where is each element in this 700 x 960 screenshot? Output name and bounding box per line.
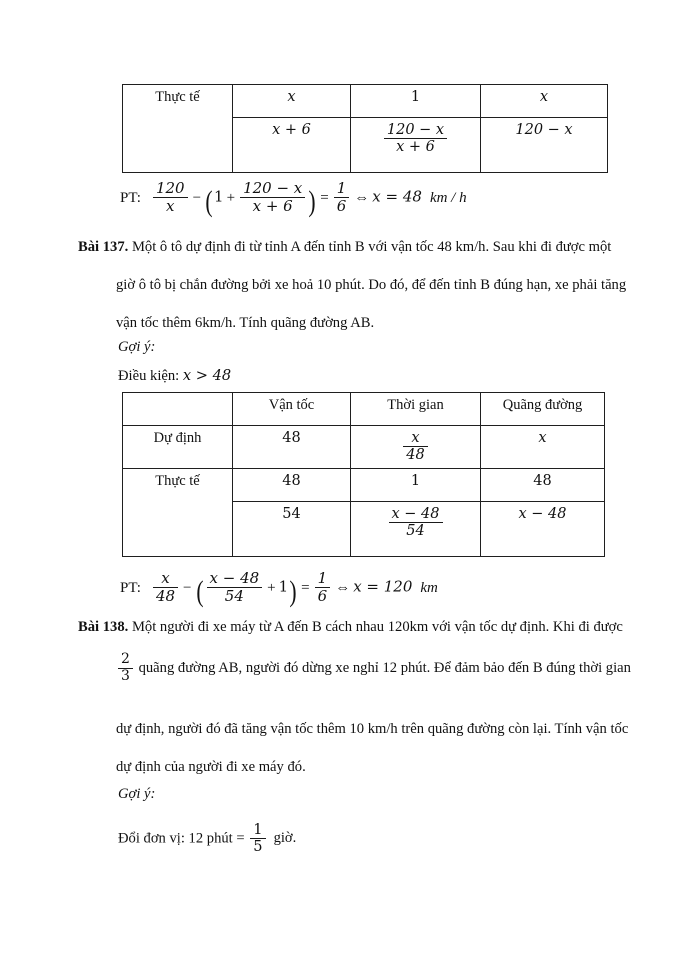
equation-fraction-1 — [153, 180, 188, 215]
fraction-denominator: 54 — [224, 586, 244, 605]
cell-distance-row2: 120 − x — [515, 122, 573, 138]
problem-137-number: Bài 137. — [78, 239, 129, 255]
problem-137-line-3 — [116, 304, 654, 342]
cell-distance-planned: x — [538, 430, 547, 446]
equation-fraction-1 — [153, 570, 178, 605]
fraction-denominator: 48 — [155, 586, 176, 605]
cell-label-thuc-te: Thực tế — [123, 85, 233, 173]
cell-time-row1: 1 — [410, 89, 421, 105]
equation-fraction-3 — [334, 180, 350, 215]
fraction-numerator: 1 — [334, 180, 350, 198]
hint-label-138: Gợi ý: — [118, 786, 156, 802]
table-mid-wrapper — [122, 392, 605, 557]
term-one: 1 — [214, 187, 224, 206]
equation-unit: km — [420, 579, 438, 596]
cell-time-actual1: 1 — [410, 473, 421, 489]
fraction-denominator: 6 — [336, 196, 347, 215]
cell-label-du-dinh: Dự định — [123, 426, 233, 469]
condition-label: Điều kiện: — [118, 368, 183, 384]
problem-138-text-1: Một người đi xe máy từ A đến B cách nhau 120km với vận tốc dự định. Khi đi được — [131, 619, 623, 635]
term-one: 1 — [278, 577, 289, 596]
equation-result: x = 48 — [372, 187, 422, 206]
problem-138-line-2 — [116, 652, 654, 684]
equation-fraction-3 — [315, 570, 331, 605]
operator-plus: + — [226, 189, 236, 206]
fraction-numerator: 2 — [118, 652, 133, 669]
header-blank — [123, 393, 233, 426]
cell-speed-actual1: 48 — [282, 473, 301, 489]
fraction-denominator: x + 6 — [252, 196, 293, 215]
condition-137 — [118, 367, 231, 385]
cell-speed-row1: x — [287, 89, 296, 105]
equation-fraction-2 — [207, 570, 263, 605]
equation-mid — [120, 569, 438, 608]
header-quang-duong: Quãng đường — [481, 393, 605, 426]
operator-iff: ⇔ — [335, 579, 351, 596]
problem-137-line-2 — [116, 266, 654, 304]
operator-minus: − — [192, 189, 202, 206]
cell-time-row2-fraction — [384, 122, 447, 155]
unit-conversion-138 — [118, 822, 296, 856]
problem-138-line-1 — [78, 608, 654, 646]
fraction-denominator: x + 6 — [396, 139, 435, 156]
paren-open: ( — [205, 184, 213, 218]
conversion-suffix: giờ. — [273, 830, 297, 847]
table-row — [123, 85, 608, 118]
fraction-numerator: 1 — [315, 570, 331, 588]
fraction-numerator: 120 — [153, 180, 188, 198]
operator-plus: + — [267, 579, 276, 596]
table-row — [123, 469, 605, 502]
problem-138-line-4 — [116, 748, 654, 786]
cell-time-actual2-fraction — [389, 506, 443, 539]
problem-138-text-4: dự định của người đi xe máy đó. — [116, 759, 306, 775]
cell-distance-row1: x — [539, 89, 549, 105]
problem-137 — [78, 228, 654, 342]
operator-equals: = — [301, 579, 310, 596]
fraction-two-thirds — [118, 652, 133, 684]
equation-top — [120, 179, 467, 218]
problem-138-text-3: dự định, người đó đã tăng vận tốc thêm 10 km/h trên quãng đường còn lại. Tính vận tốc — [116, 721, 629, 737]
fraction-numerator: x — [153, 570, 178, 588]
table-top — [122, 84, 608, 173]
header-van-toc: Vận tốc — [233, 393, 351, 426]
conversion-prefix: Đổi đơn vị: 12 phút = — [118, 830, 249, 847]
fraction-numerator: 120 − x — [240, 180, 305, 198]
cell-time-planned-fraction — [403, 430, 427, 463]
condition-expression: x > 48 — [182, 367, 232, 384]
header-thoi-gian: Thời gian — [351, 393, 481, 426]
cell-distance-actual2: x − 48 — [518, 506, 567, 522]
equation-unit: km / h — [429, 189, 467, 206]
equation-label: PT: — [120, 189, 141, 206]
equation-label: PT: — [120, 579, 141, 596]
fraction-numerator: 120 − x — [384, 122, 447, 139]
paren-close: ) — [308, 184, 316, 218]
table-header-row — [123, 393, 605, 426]
operator-minus: − — [183, 579, 192, 596]
cell-speed-actual2: 54 — [282, 506, 301, 522]
fraction-numerator: x — [403, 430, 427, 447]
fraction-denominator: x — [166, 196, 175, 215]
problem-138-number: Bài 138. — [78, 619, 129, 635]
paren-close: ) — [289, 574, 297, 608]
fraction-denominator: 48 — [406, 447, 425, 464]
fraction-numerator: x − 48 — [389, 506, 443, 523]
paren-open: ( — [195, 574, 204, 608]
hint-label-137: Gợi ý: — [118, 339, 156, 355]
equation-result: x = 120 — [353, 577, 413, 596]
table-row — [123, 426, 605, 469]
cell-speed-planned: 48 — [282, 430, 301, 446]
problem-138-text-2: quãng đường AB, người đó dừng xe nghỉ 12 phút. Để đảm bảo đến B đúng thời gian — [138, 659, 631, 676]
problem-137-text-3: vận tốc thêm 6km/h. Tính quãng đường AB. — [116, 315, 375, 331]
equation-fraction-2 — [240, 180, 305, 215]
fraction-denominator: 54 — [406, 523, 425, 540]
problem-138-line-3 — [116, 710, 654, 748]
table-mid — [122, 392, 605, 557]
problem-137-text-1: Một ô tô dự định đi từ tỉnh A đến tỉnh B với vận tốc 48 km/h. Sau khi đi được một — [131, 239, 612, 255]
fraction-numerator: 1 — [250, 822, 265, 839]
cell-label-thuc-te-mid: Thực tế — [123, 469, 233, 557]
operator-equals: = — [320, 189, 329, 206]
table-top-wrapper — [122, 84, 608, 173]
fraction-one-fifth — [250, 822, 265, 856]
problem-137-line-1 — [78, 228, 654, 266]
cell-speed-row2: x + 6 — [272, 122, 311, 138]
fraction-denominator: 6 — [317, 586, 328, 605]
fraction-denominator: 3 — [121, 667, 130, 684]
cell-distance-actual1: 48 — [533, 473, 552, 489]
problem-137-text-2: giờ ô tô bị chắn đường bởi xe hoả 10 phút. Do đó, để đến tỉnh B đúng hạn, xe phải tăng — [116, 277, 627, 293]
fraction-denominator: 5 — [253, 838, 263, 856]
fraction-numerator: x − 48 — [207, 570, 263, 588]
operator-iff: ⇔ — [354, 189, 370, 206]
